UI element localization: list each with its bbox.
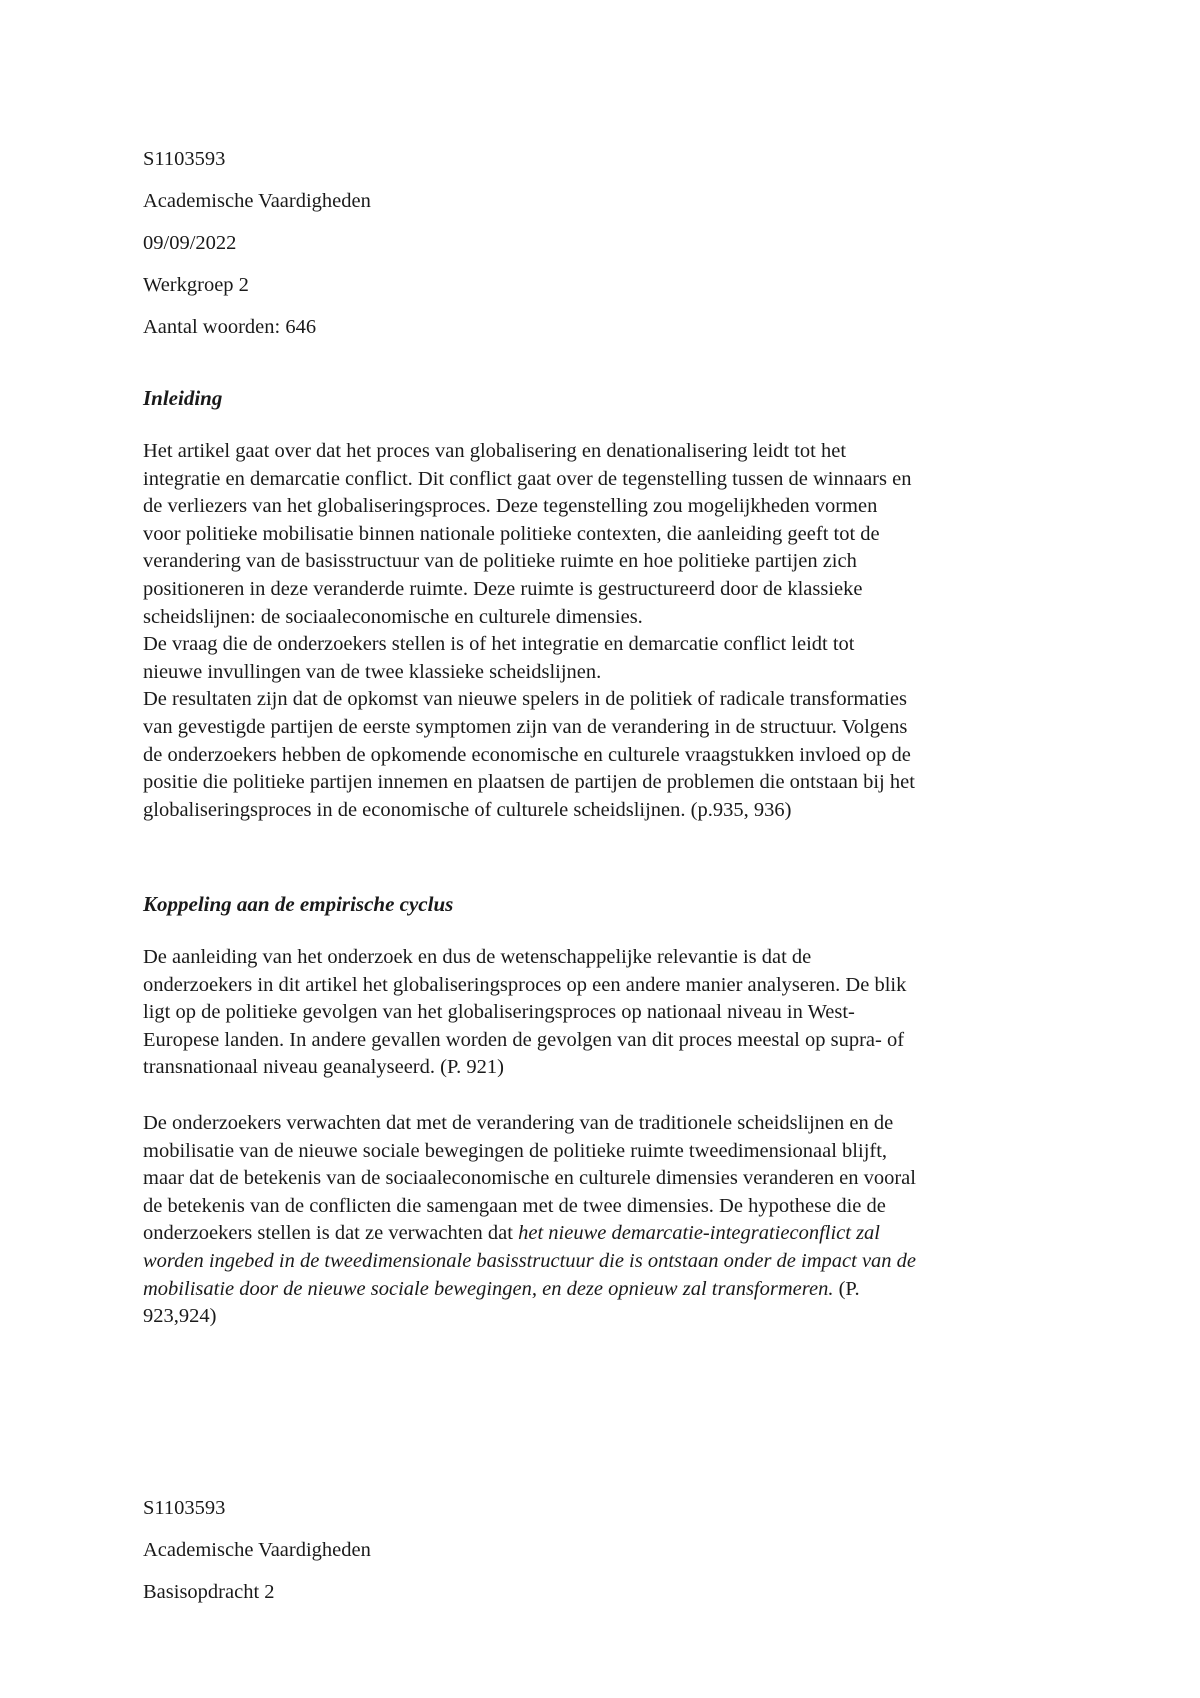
text-line: verandering van de basisstructuur van de politieke ruimte en hoe politieke partijen zich — [143, 550, 857, 573]
text-line: scheidslijnen: de sociaaleconomische en culturele dimensies. — [143, 605, 643, 628]
citation: (P. — [833, 1277, 860, 1300]
text-line: positioneren in deze veranderde ruimte. Deze ruimte is gestructureerd door de klassieke — [143, 577, 863, 600]
student-id: S1103593 — [143, 148, 226, 170]
text-line: nieuwe invullingen van de twee klassieke scheidslijnen. — [143, 660, 602, 683]
document-date: 09/09/2022 — [143, 232, 237, 254]
section-empirische-cyclus-para1 — [143, 944, 1073, 1082]
work-group: Werkgroep 2 — [143, 274, 249, 296]
text-line: maar dat de betekenis van de sociaaleconomische en culturele dimensies veranderen en vooral — [143, 1167, 916, 1190]
text-line: Het artikel gaat over dat het proces van globalisering en denationalisering leidt tot het — [143, 440, 847, 462]
text-line — [143, 1276, 1073, 1304]
text-line: positie die politieke partijen innemen en plaatsen de partijen de problemen die ontstaan bij het — [143, 771, 915, 794]
text-line: integratie en demarcatie conflict. Dit conflict gaat over de tegenstelling tussen de winnaars en — [143, 467, 912, 490]
section-heading-empirische-cyclus: Koppeling aan de empirische cyclus — [143, 892, 454, 916]
text-line: de verliezers van het globaliseringsproces. Deze tegenstelling zou mogelijkheden vormen — [143, 495, 878, 518]
text-line: De onderzoekers verwachten dat met de verandering van de traditionele scheidslijnen en de — [143, 1112, 894, 1134]
text-line: De aanleiding van het onderzoek en dus de wetenschappelijke relevantie is dat de — [143, 946, 812, 968]
hypothesis-quote: het nieuwe demarcatie-integratieconflict zal — [518, 1222, 880, 1245]
text-line: transnationaal niveau geanalyseerd. (P. 921) — [143, 1056, 504, 1079]
course-name: Academische Vaardigheden — [143, 190, 371, 212]
word-count: Aantal woorden: 646 — [143, 316, 317, 338]
text-line: de onderzoekers hebben de opkomende economische en culturele vraagstukken invloed op de — [143, 743, 911, 766]
section-empirische-cyclus-para2 — [143, 1110, 1073, 1331]
text-line: voor politieke mobilisatie binnen nationale politieke contexten, die aanleiding geeft tot de — [143, 522, 880, 545]
text-line: De resultaten zijn dat de opkomst van nieuwe spelers in de politiek of radicale transformaties — [143, 688, 907, 711]
footer-course-name: Academische Vaardigheden — [143, 1539, 371, 1561]
footer-student-id: S1103593 — [143, 1497, 226, 1519]
text-run: onderzoekers stellen is dat ze verwachten dat — [143, 1222, 519, 1245]
hypothesis-quote: worden ingebed in de tweedimensionale basisstructuur die is ontstaan onder de impact van de — [143, 1249, 917, 1272]
hypothesis-quote: mobilisatie door de nieuwe sociale bewegingen, en deze opnieuw zal transformeren. — [143, 1277, 834, 1300]
section-inleiding-body — [143, 438, 1073, 824]
text-line: Europese landen. In andere gevallen worden de gevolgen van dit proces meestal op supra- of — [143, 1028, 905, 1051]
text-line: onderzoekers in dit artikel het globaliseringsproces op een andere manier analyseren. De blik — [143, 973, 907, 996]
text-line: van gevestigde partijen de eerste symptomen zijn van de verandering in de structuur. Volgens — [143, 715, 908, 738]
footer-assignment: Basisopdracht 2 — [143, 1581, 275, 1603]
text-line: De vraag die de onderzoekers stellen is of het integratie en demarcatie conflict leidt tot — [143, 633, 855, 656]
text-line: globaliseringsproces in de economische of culturele scheidslijnen. (p.935, 936) — [143, 798, 792, 821]
text-line: mobilisatie van de nieuwe sociale bewegingen de politieke ruimte tweedimensionaal blijft, — [143, 1139, 888, 1162]
citation-pages: 923,924) — [143, 1305, 217, 1328]
text-line — [143, 1220, 1073, 1248]
text-line: ligt op de politieke gevolgen van het globaliseringsproces op nationaal niveau in West- — [143, 1001, 855, 1024]
text-line: de betekenis van de conflicten die samengaan met de twee dimensies. De hypothese die de — [143, 1194, 886, 1217]
section-heading-inleiding: Inleiding — [143, 386, 223, 410]
